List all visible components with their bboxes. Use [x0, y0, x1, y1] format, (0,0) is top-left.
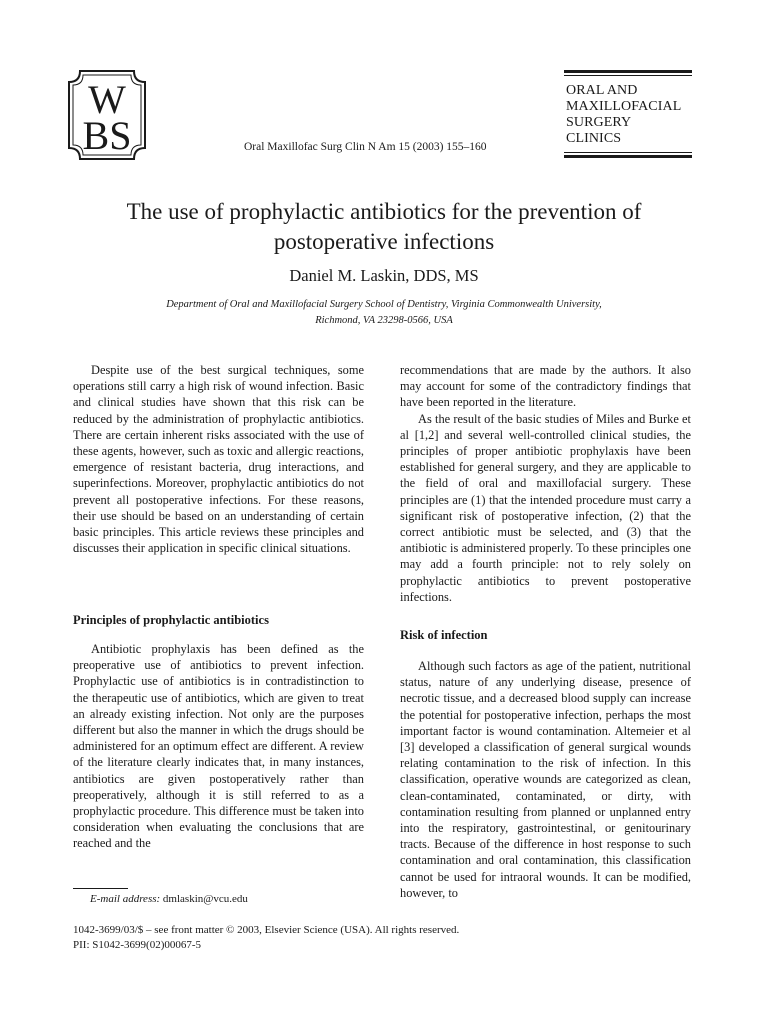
journal-reference: Oral Maxillofac Surg Clin N Am 15 (2003) 155–160 — [244, 141, 487, 153]
section-heading-risk: Risk of infection — [400, 628, 488, 642]
author-name: Daniel M. Laskin, DDS, MS — [289, 266, 479, 285]
section-risk — [400, 658, 691, 901]
journal-name-line: CLINICS — [566, 131, 622, 146]
abstract — [73, 362, 364, 556]
pii-line: PII: S1042-3699(02)00067-5 — [73, 939, 202, 951]
journal-name-line: MAXILLOFACIAL — [566, 99, 682, 114]
copyright-notice — [73, 923, 459, 953]
section-heading-principles: Principles of prophylactic antibiotics — [73, 613, 269, 627]
footnote-email — [90, 893, 248, 905]
body-paragraph: Antibiotic prophylaxis has been defined as the preoperative use of antibiotics to prevent infection. Prophylactic use of antibiotics is in contradistinction to the therapeutic use of antibiotics, which are given to treat an already existing infection. Not only are the purposes different but also the manner in which the drugs should be administered for an optimum effect are different. A review of the literature clearly indicates that, in many instances, antibiotics are given postoperatively rather than preoperatively, although it is still referred to as a prophylactic procedure. This difference must be taken into consideration when evaluating the conclusions that are reached and the — [73, 642, 364, 851]
journal-name — [564, 76, 692, 152]
masthead-rule-bottom — [564, 155, 692, 158]
body-paragraph: Although such factors as age of the patient, nutritional status, nature of any underlying disease, presence of necrotic tissue, and a decreased blood supply can increase the potential for postoperative infection, perhaps the most important factor is wound contamination. Altemeier et al [3] developed a classification of general surgical wounds relating contamination to the risk of infection. In this classification, operative wounds are categorized as clean, clean-contaminated, contaminated, or dirty, with contamination resulting from planned or unplanned entry into the respiratory, gastrointestinal, or genitourinary tracts. Because of the difference in host response to such contamination and oral contamination, this classification cannot be used for intraoral wounds. It can be modified, however, to — [400, 659, 691, 900]
abstract-paragraph: Despite use of the best surgical techniques, some operations still carry a high risk of wound infection. Basic and clinical studies have shown that this risk can be reduced by the administration of prophylactic antibiotics. There are certain inherent risks associated with the use of these agents, however, such as toxic and allergic reactions, emergence of resistant bacteria, drug interactions, and superinfections. Moreover, prophylactic antibiotics do not prevent all postoperative infections. For these reasons, their use should be based on an understanding of certain basic principles. This article reviews these principles and discusses their application in specific clinical situations. — [73, 363, 364, 556]
svg-text:BS: BS — [82, 113, 132, 158]
author-affiliation — [90, 297, 678, 329]
section-principles — [73, 641, 364, 852]
publisher-logo — [68, 70, 146, 160]
email-label: E-mail address: — [90, 893, 161, 905]
journal-name-line: SURGERY — [566, 115, 632, 130]
body-paragraph-continued: recommendations that are made by the authors. It also may account for some of the contradictory findings that have been reported in the literature. — [400, 363, 691, 410]
body-paragraph: As the result of the basic studies of Miles and Burke et al [1,2] and several well-controlled clinical studies, the principles of proper antibiotic prophylaxis have been established for general surgery, and they are applicable to the field of oral and maxillofacial surgery. These principles are (1) that the intended procedure must carry a significant risk of postoperative infection, (2) that the correct antibiotic must be selected, and (3) that the antibiotic is administered properly. To these principles one may add a fourth principle: not to rely solely on prophylactic antibiotics to prevent postoperative infections. — [400, 411, 691, 604]
title-line: The use of prophylactic antibiotics for the prevention of — [126, 199, 642, 224]
footnote-rule — [73, 888, 128, 889]
title-line: postoperative infections — [273, 229, 495, 254]
column-2-top — [400, 362, 691, 605]
masthead-rule-bottom-thin — [564, 152, 692, 153]
affiliation-line: Richmond, VA 23298-0566, USA — [315, 315, 453, 326]
email-address[interactable]: dmlaskin@vcu.edu — [162, 893, 248, 905]
masthead-rule-top — [564, 70, 692, 73]
svg-text:W: W — [88, 77, 126, 122]
copyright-line: 1042-3699/03/$ – see front matter © 2003, Elsevier Science (USA). All rights reserved. — [73, 924, 460, 936]
journal-name-line: ORAL AND — [566, 83, 638, 98]
journal-masthead — [564, 70, 692, 160]
article-title — [40, 197, 728, 257]
affiliation-line: Department of Oral and Maxillofacial Surgery School of Dentistry, Virginia Commonwealth University, — [166, 299, 602, 310]
